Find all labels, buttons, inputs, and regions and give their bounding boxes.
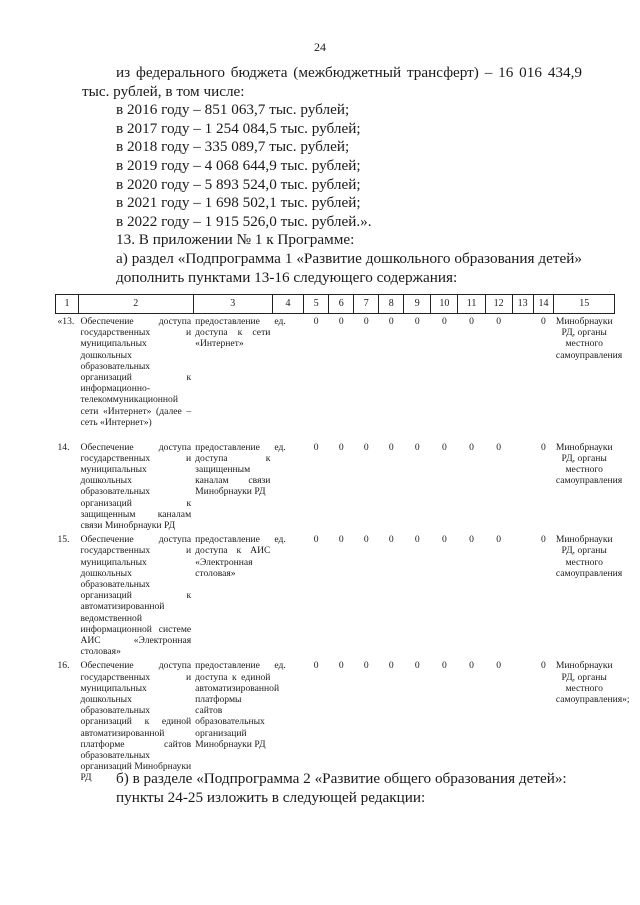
- value-cell: 0: [363, 441, 369, 453]
- row-description: Обеспечение доступа государственных и муниципальных дошкольных образовательных организаций к автоматизированной ведомственной информационной системе АИС «Электронная столовая»: [80, 534, 192, 658]
- year-line-2020: в 2020 году – 5 893 524,0 тыс. рублей;: [116, 175, 361, 193]
- table-row: [56, 532, 615, 658]
- year-line-2019: в 2019 году – 4 068 644,9 тыс. рублей;: [116, 156, 361, 174]
- value-cell: 0: [313, 660, 319, 672]
- item-a-paragraph: а) раздел «Подпрограмма 1 «Развитие дошкольного образования детей» дополнить пунктами 13-16 следующего содержания:: [116, 249, 582, 286]
- value-cell: 0: [313, 316, 319, 327]
- table-row: [56, 658, 615, 786]
- value-cell: [512, 658, 533, 786]
- header-cell: 2: [78, 295, 193, 314]
- value-cell: [512, 314, 533, 440]
- value-cell: 0: [442, 660, 447, 672]
- item-b-section: [82, 770, 582, 807]
- value-cell: 0: [541, 441, 546, 453]
- header-cell: 5: [304, 295, 329, 314]
- value-cell: 0: [541, 660, 546, 672]
- value-cell: 0: [442, 534, 447, 546]
- row-number: 14.: [57, 441, 70, 453]
- row-measure: предоставление доступа к единой автоматизированной платформы сайтов образовательных организаций Минобрнауки РД: [195, 660, 280, 750]
- value-cell: 0: [496, 441, 502, 453]
- item-13-heading: 13. В приложении № 1 к Программе:: [116, 231, 355, 249]
- value-cell: 0: [363, 660, 369, 672]
- value-cell: 0: [388, 534, 394, 546]
- row-unit: ед.: [274, 534, 286, 546]
- value-cell: 0: [469, 660, 474, 672]
- header-cell: 14: [533, 295, 554, 314]
- row-measure: предоставление доступа к защищенным каналам связи Минобрнауки РД: [195, 441, 271, 498]
- row-description: Обеспечение доступа государственных и муниципальных дошкольных образовательных организаций к единой автоматизированной платформе сайтов образовательных организаций Минобрнауки РД: [80, 660, 192, 784]
- value-cell: 0: [388, 441, 394, 453]
- value-cell: 0: [363, 316, 369, 327]
- row-description: Обеспечение доступа государственных и муниципальных дошкольных образовательных организаций к защищенным каналам связи Минобрнауки РД: [80, 441, 192, 531]
- row-executor: Минобрнауки РД, органы местного самоуправления: [555, 441, 623, 487]
- value-cell: 0: [414, 316, 420, 327]
- header-cell: 4: [272, 295, 303, 314]
- value-cell: 0: [388, 660, 394, 672]
- row-executor: Минобрнауки РД, органы местного самоуправления»;: [555, 660, 630, 705]
- header-cell: 12: [485, 295, 512, 314]
- value-cell: 0: [414, 441, 420, 453]
- value-cell: 0: [414, 660, 420, 672]
- header-cell: 6: [329, 295, 354, 314]
- row-executor: Минобрнауки РД, органы местного самоуправления: [555, 316, 623, 361]
- table-header-row: [56, 295, 615, 314]
- value-cell: 0: [414, 534, 420, 546]
- row-measure: предоставление доступа к АИС «Электронная столовая»: [195, 534, 271, 579]
- header-cell: 8: [379, 295, 404, 314]
- value-cell: 0: [338, 316, 344, 327]
- row-number: «13.: [57, 316, 75, 327]
- row-measure: предоставление доступа к сети «Интернет»: [195, 316, 271, 350]
- table-row: [56, 440, 615, 533]
- row-executor: Минобрнауки РД, органы местного самоуправления: [555, 534, 623, 579]
- header-cell: 3: [193, 295, 272, 314]
- value-cell: 0: [313, 534, 319, 546]
- value-cell: 0: [338, 660, 344, 672]
- year-line-2016: в 2016 году – 851 063,7 тыс. рублей;: [116, 101, 350, 119]
- value-cell: 0: [496, 534, 502, 546]
- row-number: 15.: [57, 534, 70, 546]
- item-b-paragraph: б) в разделе «Подпрограмма 2 «Развитие общего образования детей»: пункты 24-25 изложить в следующей редакции:: [116, 770, 567, 806]
- header-cell: 13: [512, 295, 533, 314]
- year-line-2018: в 2018 году – 335 089,7 тыс. рублей;: [116, 138, 350, 156]
- year-line-2021: в 2021 году – 1 698 502,1 тыс. рублей;: [116, 194, 361, 212]
- year-line-2017: в 2017 году – 1 254 084,5 тыс. рублей;: [116, 119, 361, 137]
- header-cell: 9: [404, 295, 431, 314]
- row-unit: ед.: [274, 316, 286, 327]
- value-cell: 0: [541, 534, 546, 546]
- row-unit: ед.: [274, 660, 286, 672]
- header-cell: 7: [354, 295, 379, 314]
- value-cell: 0: [388, 316, 394, 327]
- value-cell: 0: [313, 441, 319, 453]
- header-cell: 10: [431, 295, 458, 314]
- value-cell: 0: [469, 534, 474, 546]
- header-cell: 1: [56, 295, 79, 314]
- program-table: [55, 294, 630, 786]
- value-cell: 0: [496, 316, 502, 327]
- header-cell: 11: [458, 295, 485, 314]
- value-cell: 0: [469, 441, 474, 453]
- value-cell: [512, 440, 533, 533]
- row-number: 16.: [57, 660, 70, 672]
- value-cell: 0: [469, 316, 474, 327]
- value-cell: 0: [541, 316, 546, 327]
- value-cell: [512, 532, 533, 658]
- row-unit: ед.: [274, 441, 286, 453]
- value-cell: 0: [338, 441, 344, 453]
- value-cell: 0: [338, 534, 344, 546]
- page-number: 24: [314, 40, 326, 54]
- header-cell: 15: [554, 295, 615, 314]
- budget-paragraph: из федерального бюджета (межбюджетный трансферт) – 16 016 434,9 тыс. рублей, в том числе:: [82, 64, 582, 100]
- value-cell: 0: [363, 534, 369, 546]
- value-cell: 0: [496, 660, 502, 672]
- row-description: Обеспечение доступа государственных и муниципальных дошкольных образовательных организаций к информационно-телекоммуникационной сети «Интернет» (далее – сеть «Интернет»): [80, 316, 192, 428]
- table-row: [56, 314, 615, 440]
- value-cell: 0: [442, 441, 447, 453]
- budget-section: [82, 64, 582, 287]
- value-cell: 0: [442, 316, 447, 327]
- year-line-2022: в 2022 году – 1 915 526,0 тыс. рублей.».: [116, 212, 372, 230]
